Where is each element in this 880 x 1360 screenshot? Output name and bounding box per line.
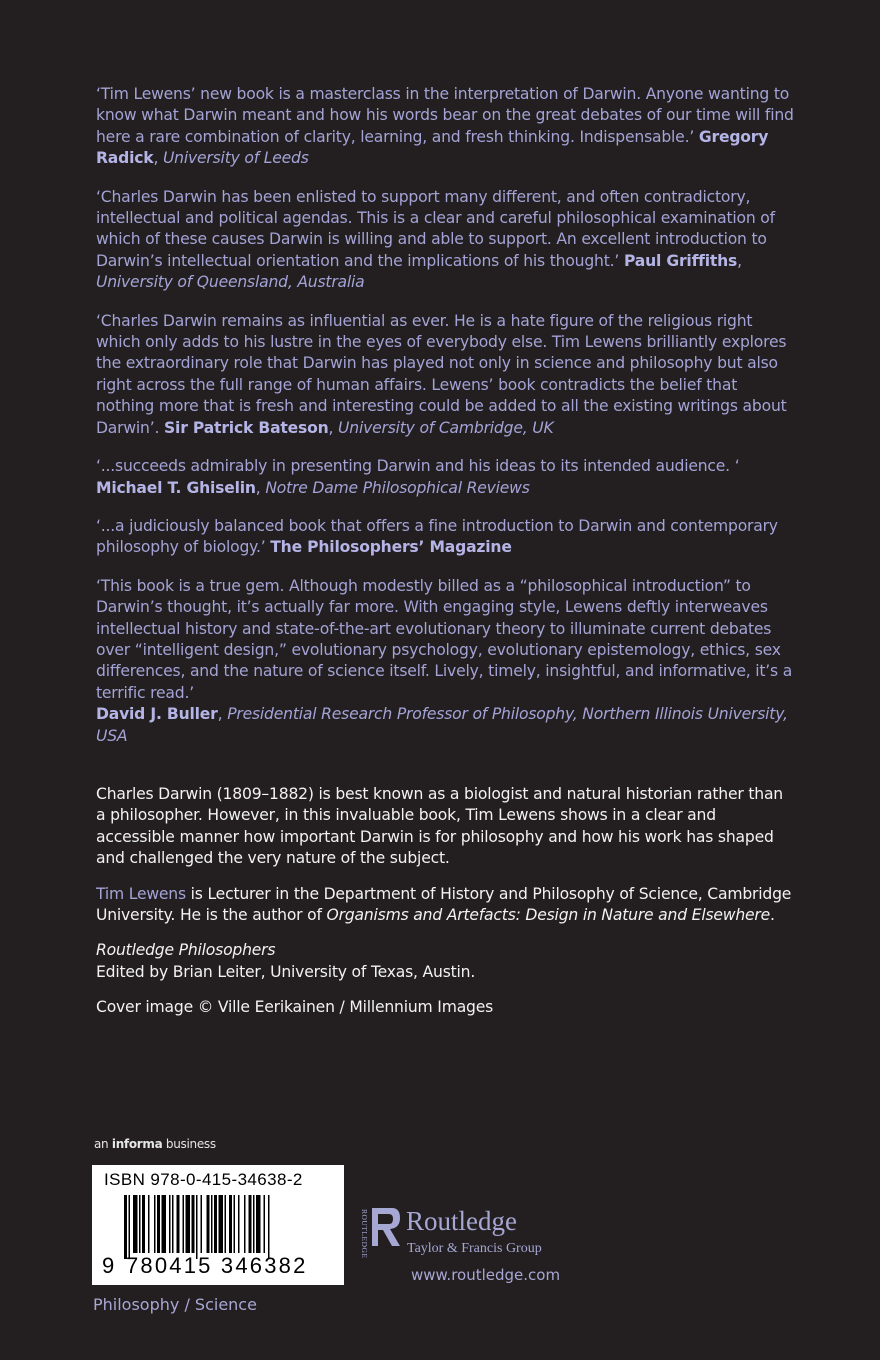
author-bio: Tim Lewens is Lecturer in the Department of History and Philosophy of Science, Cambridge University. He is the author of Organisms and Artefacts: Design in Nature and Elsewhere. [96,884,792,925]
author-name: Tim Lewens [96,884,186,903]
endorser-name: Sir Patrick Bateson [164,418,329,437]
isbn-label: ISBN 978-0-415-34638-2 [104,1170,303,1189]
barcode-bar [183,1195,185,1253]
barcode-bar [249,1195,252,1253]
barcode-bar [169,1195,171,1253]
author-book-title: Organisms and Artefacts: Design in Nature and Elsewhere [326,906,771,925]
publisher-group: Taylor & Francis Group [407,1241,542,1256]
endorsement: ‘...a judiciously balanced book that offers a fine introduction to Darwin and contemporary philosophy of biology.’ The Philosophers’ Magazine [96,516,778,557]
endorsement: ‘Tim Lewens’ new book is a masterclass in the interpretation of Darwin. Anyone wanting to know what Darwin meant and how his words bear on the great debates of our time will find here a rare combination of clarity, learning, and fresh thinking. Indispensable.’ Gregory Radick, University of Leeds [96,85,794,168]
barcode-bar [157,1195,160,1253]
barcode-bar [192,1195,195,1253]
barcode-bar [211,1195,213,1253]
barcode-bar [133,1195,138,1253]
endorser-affiliation: Notre Dame Philosophical Reviews [265,478,530,497]
barcode-bar [139,1195,141,1253]
endorsement: ‘Charles Darwin remains as influential as ever. He is a hate figure of the religious right which only adds to his lustre in the eyes of everybody else. Tim Lewens brilliantly explores the extraordinary role that Darwin has played not only in science and philosophy but also right across the full range of human affairs. Lewens’ book contradicts the belief that nothing more that is fresh and interesting could be added to all the existing writings about Darwin’. Sir Patrick Bateson, University of Cambridge, UK [96,311,787,437]
publisher-name: Routledge [406,1206,517,1236]
barcode-first-digit: 9 [102,1253,115,1278]
barcode-bar [124,1195,127,1259]
publisher-vertical-text: ROUTLEDGE [360,1209,369,1259]
series-title: Routledge Philosophers [96,941,276,960]
description-block [96,784,796,1033]
barcode-digits: 780415 346382 [126,1253,308,1278]
endorsement: ‘Charles Darwin has been enlisted to support many different, and often contradictory, intellectual and political agendas. This is a clear and careful philosophical examination of which of these causes Darwin is willing and able to support. An excellent introduction to Darwin’s intellectual orientation and the implications of his thought.’ Paul Griffiths, University of Queensland, Australia [96,187,775,292]
barcode-bar [196,1195,198,1259]
barcode [92,1165,344,1285]
series-info [96,940,796,983]
endorser-affiliation: University of Queensland, Australia [96,273,365,292]
endorser-name: Paul Griffiths [623,251,738,270]
barcode-bar [244,1195,246,1253]
subject-category: Philosophy / Science [93,1295,257,1314]
barcode-bar [162,1195,167,1253]
barcode-bar [256,1195,261,1253]
barcode-bar [186,1195,191,1253]
barcode-bar [229,1195,232,1253]
barcode-bar [214,1195,217,1253]
endorser-name: Michael T. Ghiselin [96,478,256,497]
endorsement: ‘...succeeds admirably in presenting Darwin and his ideas to its intended audience. ‘ Michael T. Ghiselin, Notre Dame Philosophical Reviews [96,457,740,497]
series-editor: Edited by Brian Leiter, University of Texas, Austin. [96,962,476,981]
endorser-affiliation: University of Cambridge, UK [338,418,554,437]
barcode-bar [238,1195,240,1253]
barcode-bar [142,1195,145,1253]
barcode-bar [172,1195,174,1253]
barcode-bar [129,1195,131,1259]
barcode-bar [264,1195,266,1253]
endorser-name: Gregory Radick [96,127,769,168]
barcode-bar [225,1195,227,1253]
barcode-bar [201,1195,203,1253]
cover-credit: Cover image © Ville Eerikainen / Millennium Images [96,998,494,1017]
endorser-name: David J. Buller [96,705,218,724]
barcode-bar [207,1195,210,1253]
barcode-bar [177,1195,180,1253]
barcode-bar [219,1195,224,1253]
barcode-bar [148,1195,150,1253]
publisher-website[interactable]: www.routledge.com [411,1266,561,1284]
endorsements [96,84,796,764]
endorser-affiliation: University of Leeds [162,149,309,168]
book-description: Charles Darwin (1809–1882) is best known as a biologist and natural historian rather than a philosopher. However, in this invaluable book, Tim Lewens shows in a clear and accessible manner how important Darwin is for philosophy and how his work has shaped and challenged the very nature of the subject. [96,785,783,868]
endorser-affiliation: Presidential Research Professor of Philosophy, Northern Illinois University, USA [96,705,788,745]
endorsement: ‘This book is a true gem. Although modestly billed as a “philosophical introduction” to Darwin’s thought, it’s actually far more. With engaging style, Lewens deftly interweaves intellectual history and state-of-the-art evolutionary theory to illuminate current debates over “intelligent design,” evolutionary psychology, evolutionary epistemology, ethics, sex differences, and the nature of science itself. Lively, timely, insightful, and informative, it’s a terrific read.’ David J. Buller, Presidential Research Professor of Philosophy, Northern Illinois University, USA [96,576,793,745]
barcode-bar [268,1195,270,1259]
endorser-name: The Philosophers’ Magazine [270,538,512,557]
informa-tagline: an informa business [94,1137,216,1151]
barcode-bar [154,1195,156,1253]
barcode-bar [234,1195,236,1253]
barcode-bar [253,1195,255,1253]
